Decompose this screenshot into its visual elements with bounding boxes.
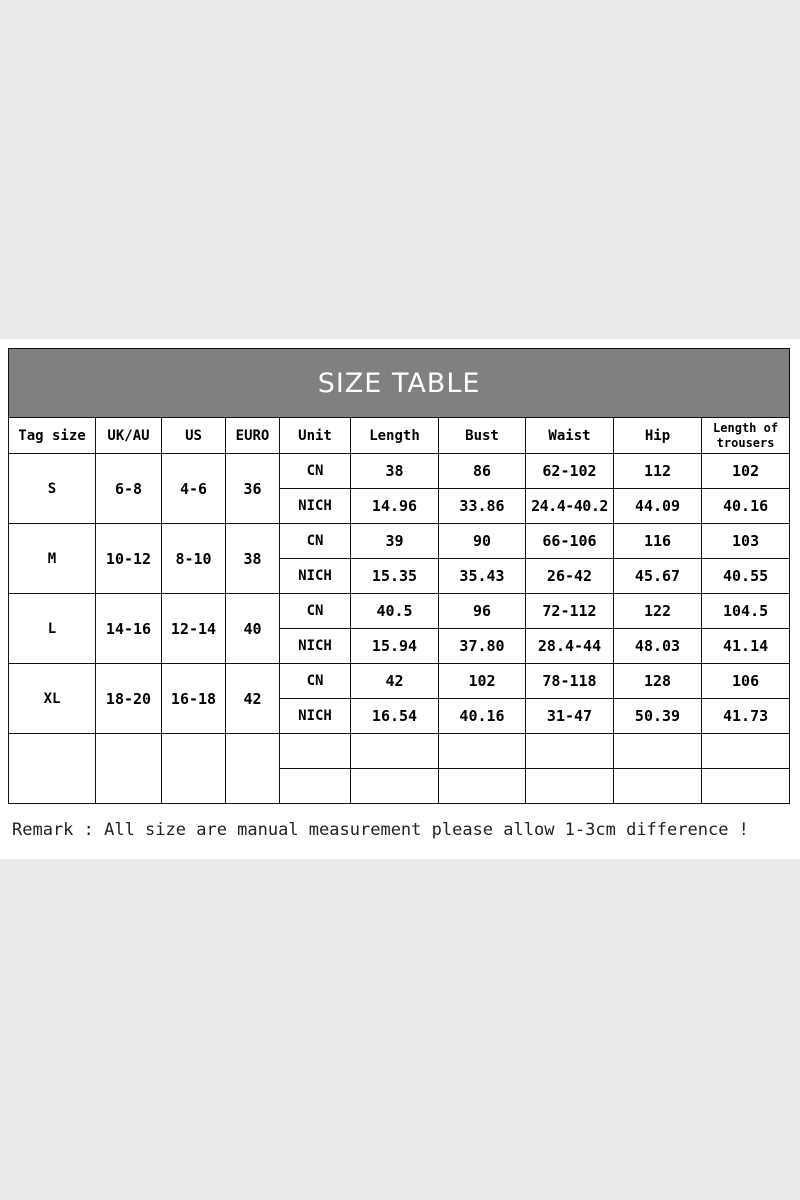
cell-unit: NICH <box>280 699 351 734</box>
cell-hip: 128 <box>614 664 702 699</box>
cell-bust: 102 <box>439 664 526 699</box>
header-trousers-line2: trousers <box>716 435 775 450</box>
cell-hip: 112 <box>614 454 702 489</box>
cell-trousers: 102 <box>702 454 790 489</box>
empty-cell <box>351 769 439 804</box>
cell-uk-au: 18-20 <box>96 664 162 734</box>
empty-cell <box>280 769 351 804</box>
empty-cell <box>614 769 702 804</box>
cell-trousers: 40.16 <box>702 489 790 524</box>
cell-length: 38 <box>351 454 439 489</box>
cell-unit: NICH <box>280 559 351 594</box>
cell-hip: 45.67 <box>614 559 702 594</box>
header-row <box>9 418 790 454</box>
cell-unit: CN <box>280 594 351 629</box>
cell-hip: 44.09 <box>614 489 702 524</box>
cell-bust: 96 <box>439 594 526 629</box>
cell-trousers: 40.55 <box>702 559 790 594</box>
cell-hip: 50.39 <box>614 699 702 734</box>
header-length: Length <box>351 418 439 454</box>
cell-us: 8-10 <box>162 524 226 594</box>
table-row <box>9 454 790 489</box>
cell-unit: CN <box>280 664 351 699</box>
cell-waist: 72-112 <box>526 594 614 629</box>
table-row <box>9 594 790 629</box>
header-uk-au: UK/AU <box>96 418 162 454</box>
cell-us: 4-6 <box>162 454 226 524</box>
empty-cell <box>702 769 790 804</box>
header-trousers-line1: Length of <box>713 420 779 435</box>
empty-cell <box>96 734 162 804</box>
header-tag-size: Tag size <box>9 418 96 454</box>
cell-tag-size: L <box>9 594 96 664</box>
cell-uk-au: 10-12 <box>96 524 162 594</box>
cell-trousers: 106 <box>702 664 790 699</box>
cell-unit: NICH <box>280 489 351 524</box>
cell-bust: 37.80 <box>439 629 526 664</box>
header-trousers-length <box>702 418 790 454</box>
cell-bust: 90 <box>439 524 526 559</box>
cell-us: 12-14 <box>162 594 226 664</box>
cell-bust: 33.86 <box>439 489 526 524</box>
table-title: SIZE TABLE <box>9 349 790 418</box>
empty-cell <box>526 734 614 769</box>
cell-tag-size: XL <box>9 664 96 734</box>
cell-uk-au: 14-16 <box>96 594 162 664</box>
cell-length: 42 <box>351 664 439 699</box>
cell-waist: 26-42 <box>526 559 614 594</box>
cell-waist: 24.4-40.2 <box>526 489 614 524</box>
cell-length: 16.54 <box>351 699 439 734</box>
cell-bust: 40.16 <box>439 699 526 734</box>
cell-tag-size: S <box>9 454 96 524</box>
cell-hip: 48.03 <box>614 629 702 664</box>
header-hip: Hip <box>614 418 702 454</box>
cell-waist: 28.4-44 <box>526 629 614 664</box>
empty-cell <box>526 769 614 804</box>
cell-waist: 31-47 <box>526 699 614 734</box>
cell-unit: CN <box>280 524 351 559</box>
cell-trousers: 104.5 <box>702 594 790 629</box>
cell-trousers: 103 <box>702 524 790 559</box>
cell-length: 14.96 <box>351 489 439 524</box>
cell-trousers: 41.14 <box>702 629 790 664</box>
remark-text: Remark : All size are manual measurement please allow 1-3cm difference ! <box>12 820 749 840</box>
empty-cell <box>439 769 526 804</box>
empty-cell <box>226 734 280 804</box>
table-row <box>9 664 790 699</box>
cell-trousers: 41.73 <box>702 699 790 734</box>
empty-cell <box>702 734 790 769</box>
cell-uk-au: 6-8 <box>96 454 162 524</box>
cell-length: 15.94 <box>351 629 439 664</box>
cell-euro: 40 <box>226 594 280 664</box>
cell-us: 16-18 <box>162 664 226 734</box>
cell-euro: 36 <box>226 454 280 524</box>
header-waist: Waist <box>526 418 614 454</box>
empty-cell <box>614 734 702 769</box>
cell-unit: NICH <box>280 629 351 664</box>
empty-cell <box>351 734 439 769</box>
header-unit: Unit <box>280 418 351 454</box>
empty-row <box>9 734 790 769</box>
header-euro: EURO <box>226 418 280 454</box>
cell-tag-size: M <box>9 524 96 594</box>
cell-euro: 42 <box>226 664 280 734</box>
size-table <box>8 348 790 804</box>
header-us: US <box>162 418 226 454</box>
empty-cell <box>162 734 226 804</box>
empty-cell <box>280 734 351 769</box>
empty-cell <box>9 734 96 804</box>
cell-length: 15.35 <box>351 559 439 594</box>
cell-length: 40.5 <box>351 594 439 629</box>
cell-length: 39 <box>351 524 439 559</box>
cell-bust: 35.43 <box>439 559 526 594</box>
cell-hip: 116 <box>614 524 702 559</box>
cell-bust: 86 <box>439 454 526 489</box>
header-bust: Bust <box>439 418 526 454</box>
cell-euro: 38 <box>226 524 280 594</box>
empty-cell <box>439 734 526 769</box>
size-chart-card <box>0 339 800 859</box>
table-row <box>9 524 790 559</box>
cell-hip: 122 <box>614 594 702 629</box>
cell-waist: 62-102 <box>526 454 614 489</box>
cell-waist: 66-106 <box>526 524 614 559</box>
cell-unit: CN <box>280 454 351 489</box>
cell-waist: 78-118 <box>526 664 614 699</box>
